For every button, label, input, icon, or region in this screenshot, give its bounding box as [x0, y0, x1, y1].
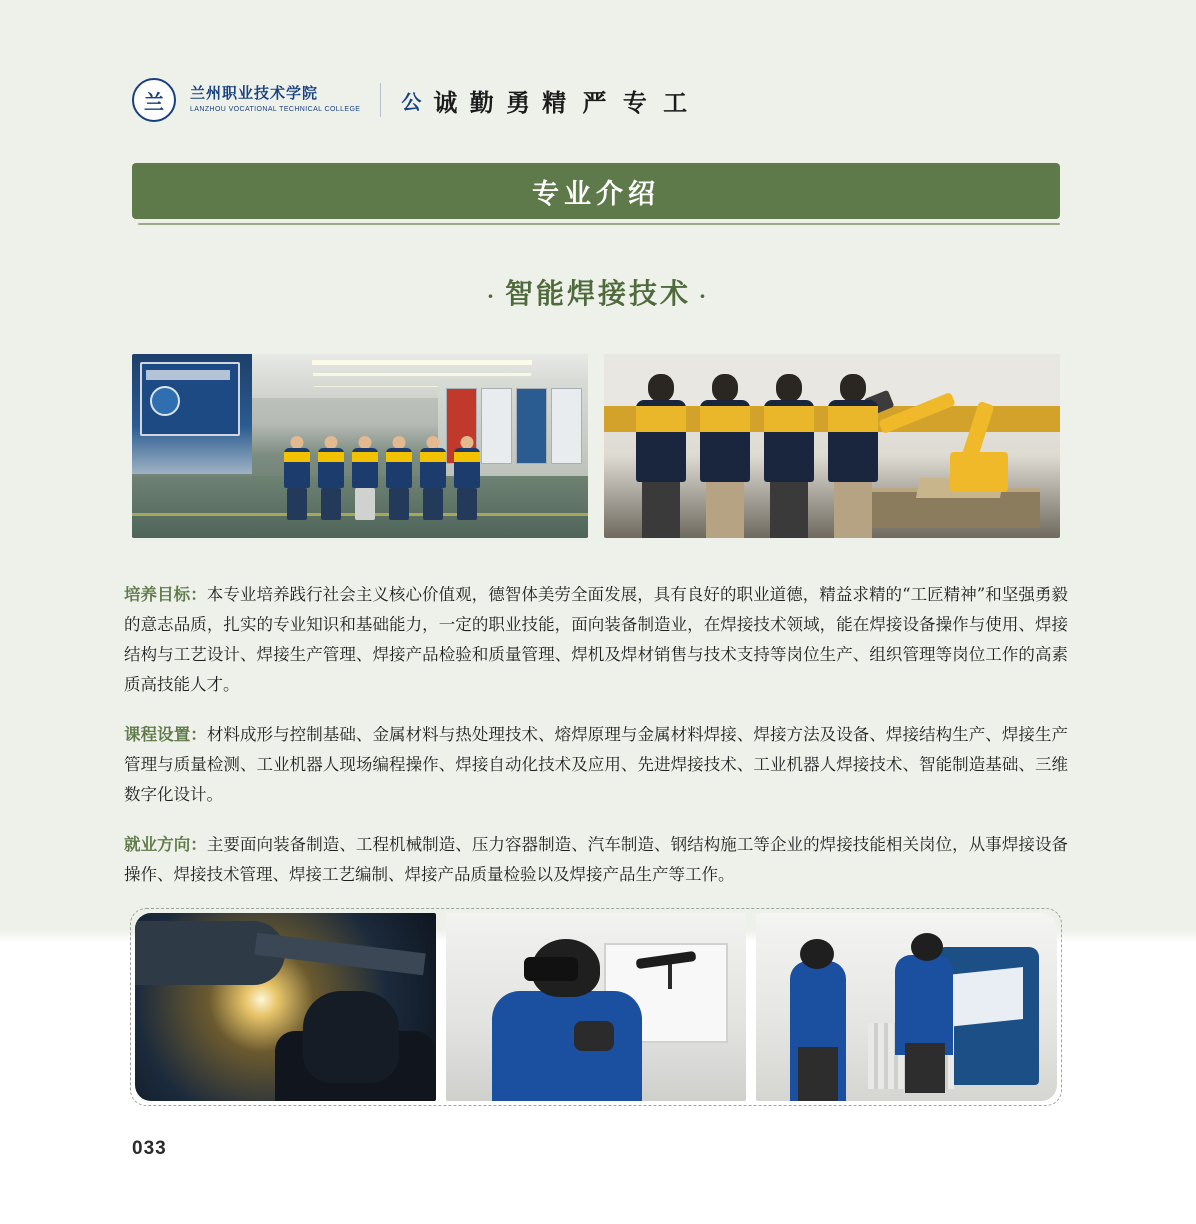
- paragraph-body-employment: 主要面向装备制造、工程机械制造、压力容器制造、汽车制造、钢结构施工等企业的焊接技能相关岗位，从事焊接设备操作、焊接技术管理、焊接工艺编制、焊接产品质量检验以及焊接产品生产等工作。: [124, 834, 1068, 884]
- major-title-dot-left: ·: [487, 283, 497, 308]
- motto-mark-icon: 公: [401, 89, 424, 114]
- page-header: [132, 78, 691, 122]
- college-name-cn: 兰州职业技术学院: [190, 86, 319, 103]
- page-number: 033: [132, 1138, 167, 1159]
- section-title-text: 专业介绍: [532, 178, 660, 210]
- photo-row-top: [132, 354, 1060, 538]
- paragraph-body-training-goal: 本专业培养践行社会主义核心价值观，德智体美劳全面发展，具有良好的职业道德，精益求精的“工匠精神”和坚强勇毅的意志品质，扎实的专业知识和基础能力，一定的职业技能，面向装备制造业，在焊接技术领域，能在焊接设备操作与使用、焊接结构与工艺设计、焊接生产管理、焊接产品检验和质量管理、焊机及焊材销售与技术支持等岗位生产、组织管理等岗位工作的高素质高技能人才。: [124, 584, 1069, 694]
- photo-vr-training: [446, 913, 747, 1101]
- college-logo-text: [190, 86, 360, 113]
- major-title: [0, 272, 1196, 312]
- paragraph-body-courses: 材料成形与控制基础、金属材料与热处理技术、熔焊原理与金属材料焊接、焊接方法及设备、焊接结构生产、焊接生产管理与质量检测、工业机器人现场编程操作、焊接自动化技术及应用、先进焊接技术、工业机器人焊接技术、智能制造基础、三维数字化设计。: [124, 724, 1068, 804]
- section-title-underline: [138, 223, 1060, 225]
- section-title-bar-fill: [132, 163, 1060, 219]
- college-name-en: LANZHOU VOCATIONAL TECHNICAL COLLEGE: [190, 105, 361, 113]
- major-title-dot-right: ·: [699, 283, 709, 308]
- photo-row-bottom: [130, 908, 1062, 1106]
- major-description: [124, 563, 1068, 910]
- paragraph-lead-courses: 课程设置：: [124, 724, 207, 744]
- college-motto: [401, 83, 691, 118]
- paragraph-lead-employment: 就业方向：: [124, 834, 207, 854]
- photo-vr-booth: [756, 913, 1057, 1101]
- photo-welding-sparks: [135, 913, 436, 1101]
- paragraph-employment: [124, 830, 1068, 890]
- header-divider: [380, 83, 381, 117]
- major-title-text: 智能焊接技术: [504, 277, 691, 310]
- paragraph-courses: [124, 720, 1068, 810]
- photo-corridor-students: [132, 354, 588, 538]
- motto-part-b: 精 严 专 工: [542, 87, 692, 117]
- section-title-bar: [132, 163, 1060, 225]
- paragraph-lead-training-goal: 培养目标：: [124, 584, 207, 604]
- motto-part-a: 诚 勤 勇: [433, 87, 533, 117]
- photo-robot-arm-lab: [604, 354, 1060, 538]
- college-logo-icon: 兰: [132, 78, 176, 122]
- paragraph-training-goal: [124, 580, 1068, 700]
